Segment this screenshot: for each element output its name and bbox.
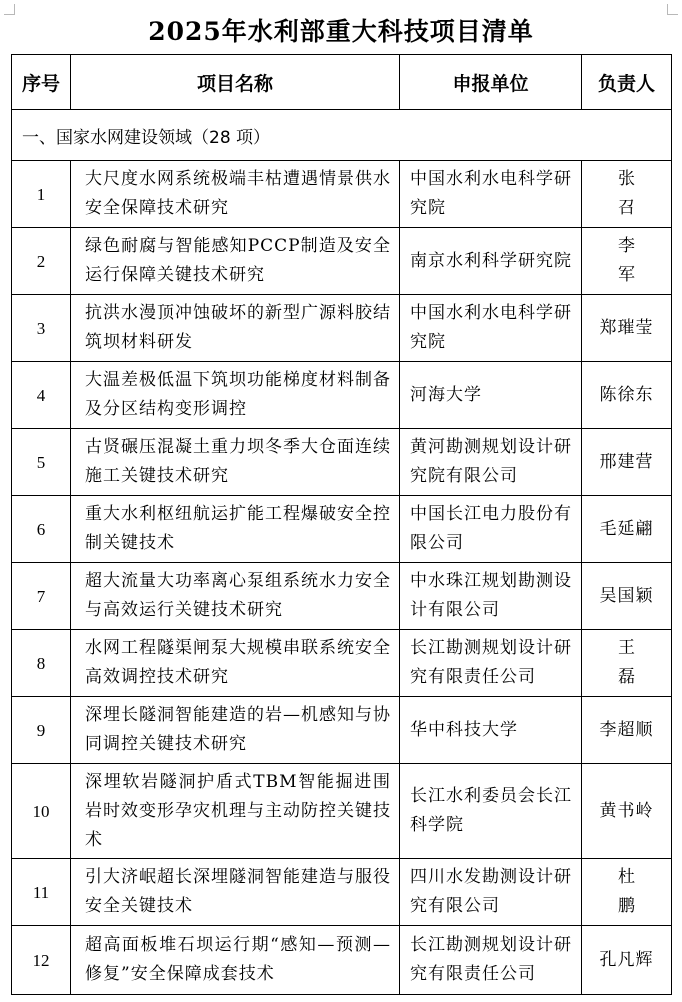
table-row: [12, 429, 672, 496]
row-project-name: 超高面板堆石坝运行期“感知—预测—修复”安全保障成套技术: [71, 926, 400, 995]
table-row: [12, 563, 672, 630]
row-leader: 郑璀莹: [582, 295, 672, 362]
table-row: [12, 630, 672, 697]
table-row: [12, 496, 672, 563]
header-unit: 申报单位: [400, 55, 582, 110]
row-project-name: 深埋软岩隧洞护盾式TBM智能掘进围岩时效变形孕灾机理与主动防控关键技术: [71, 764, 400, 859]
section-title: 一、国家水网建设领域（28 项）: [12, 110, 672, 161]
row-unit: 中水珠江规划勘测设计有限公司: [400, 563, 582, 630]
row-leader: 李超顺: [582, 697, 672, 764]
header-index: 序号: [12, 55, 71, 110]
section-row: [12, 110, 672, 161]
row-index: 3: [12, 295, 71, 362]
row-unit: 长江勘测规划设计研究有限责任公司: [400, 630, 582, 697]
row-index: 6: [12, 496, 71, 563]
table-row: [12, 161, 672, 228]
row-unit: 中国水利水电科学研究院: [400, 295, 582, 362]
row-index: 11: [12, 859, 71, 926]
row-project-name: 大尺度水网系统极端丰枯遭遇情景供水安全保障技术研究: [71, 161, 400, 228]
row-leader: 杜鹏: [582, 859, 672, 926]
row-index: 8: [12, 630, 71, 697]
table-row: [12, 764, 672, 859]
row-project-name: 古贤碾压混凝土重力坝冬季大仓面连续施工关键技术研究: [71, 429, 400, 496]
row-unit: 中国水利水电科学研究院: [400, 161, 582, 228]
row-leader: 陈徐东: [582, 362, 672, 429]
header-leader: 负责人: [582, 55, 672, 110]
row-project-name: 水网工程隧渠闸泵大规模串联系统安全高效调控技术研究: [71, 630, 400, 697]
table-row: [12, 697, 672, 764]
row-project-name: 超大流量大功率离心泵组系统水力安全与高效运行关键技术研究: [71, 563, 400, 630]
row-index: 7: [12, 563, 71, 630]
row-project-name: 深埋长隧洞智能建造的岩—机感知与协同调控关键技术研究: [71, 697, 400, 764]
row-leader: 毛延翩: [582, 496, 672, 563]
row-unit: 河海大学: [400, 362, 582, 429]
row-leader: 李军: [582, 228, 672, 295]
header-name: 项目名称: [71, 55, 400, 110]
row-leader: 黄书岭: [582, 764, 672, 859]
row-leader: 吴国颖: [582, 563, 672, 630]
row-project-name: 大温差极低温下筑坝功能梯度材料制备及分区结构变形调控: [71, 362, 400, 429]
row-project-name: 绿色耐腐与智能感知PCCP制造及安全运行保障关键技术研究: [71, 228, 400, 295]
table-row: [12, 295, 672, 362]
row-unit: 长江水利委员会长江科学院: [400, 764, 582, 859]
table-row: [12, 859, 672, 926]
row-index: 1: [12, 161, 71, 228]
page-title: 2025年水利部重大科技项目清单: [148, 17, 534, 46]
row-unit: 华中科技大学: [400, 697, 582, 764]
row-index: 12: [12, 926, 71, 995]
row-index: 4: [12, 362, 71, 429]
row-leader: 邢建营: [582, 429, 672, 496]
table-header-row: [12, 55, 672, 110]
row-index: 9: [12, 697, 71, 764]
table-row: [12, 228, 672, 295]
project-table: [11, 54, 672, 995]
row-leader: 王磊: [582, 630, 672, 697]
row-leader: 张召: [582, 161, 672, 228]
row-unit: 长江勘测规划设计研究有限责任公司: [400, 926, 582, 995]
row-index: 5: [12, 429, 71, 496]
row-unit: 中国长江电力股份有限公司: [400, 496, 582, 563]
row-project-name: 抗洪水漫顶冲蚀破坏的新型广源料胶结筑坝材料研发: [71, 295, 400, 362]
row-unit: 黄河勘测规划设计研究院有限公司: [400, 429, 582, 496]
row-unit: 南京水利科学研究院: [400, 228, 582, 295]
row-unit: 四川水发勘测设计研究有限公司: [400, 859, 582, 926]
row-project-name: 重大水利枢纽航运扩能工程爆破安全控制关键技术: [71, 496, 400, 563]
table-row: [12, 926, 672, 995]
row-index: 2: [12, 228, 71, 295]
table-row: [12, 362, 672, 429]
row-project-name: 引大济岷超长深埋隧洞智能建造与服役安全关键技术: [71, 859, 400, 926]
row-leader: 孔凡辉: [582, 926, 672, 995]
row-index: 10: [12, 764, 71, 859]
